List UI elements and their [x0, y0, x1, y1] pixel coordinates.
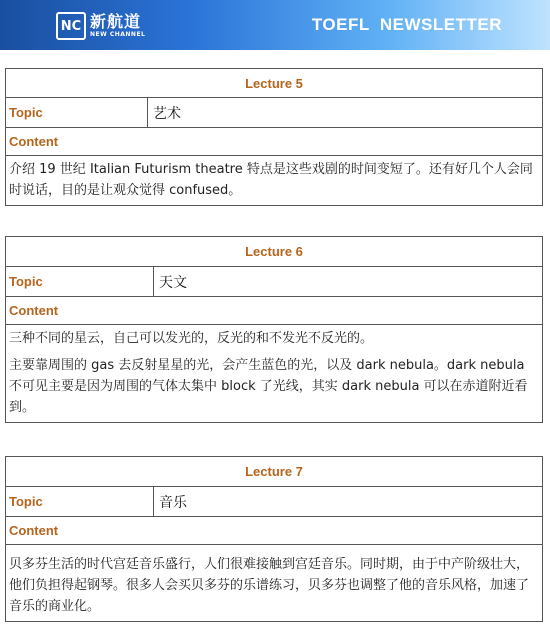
content-paragraph: 介绍 19 世纪 Italian Futurism theatre 特点是这些戏剧的时间变短了。还有好几个人会同时说话，目的是让观众觉得 confused。 — [9, 162, 533, 198]
content-label-row — [6, 516, 542, 544]
header-banner — [0, 0, 550, 50]
logo-mark-icon: NC — [56, 12, 86, 40]
lecture-title: Lecture 6 — [245, 244, 303, 259]
lecture-title-row — [6, 457, 542, 486]
lecture-title-row — [6, 237, 542, 266]
lecture-5-table — [5, 68, 543, 206]
content-label: Content — [9, 523, 59, 538]
content-paragraph: 主要靠周围的 gas 去反射星星的光，会产生蓝色的光，以及 dark nebula。dark nebula 不可见主要是因为周围的气体太集中 block 了光线，其实 dark nebula 可以在赤道附近看到。 — [9, 358, 528, 415]
content-row — [6, 544, 542, 621]
logo-chinese-name: 新航道 — [90, 12, 142, 31]
topic-label: Topic — [6, 267, 154, 296]
logo-english-name: NEW CHANNEL — [90, 31, 146, 38]
content-label-row — [6, 296, 542, 324]
topic-value: 艺术 — [153, 105, 181, 122]
lecture-title: Lecture 7 — [245, 464, 303, 479]
lecture-title: Lecture 5 — [245, 75, 303, 91]
lecture-6-table — [5, 236, 543, 423]
topic-label: Topic — [6, 487, 154, 516]
content-text — [6, 156, 542, 205]
content-paragraph: 三种不同的星云，自己可以发光的，反光的和不发光不反光的。 — [9, 331, 374, 346]
content-paragraph: 贝多芬生活的时代宫廷音乐盛行，人们很难接触到宫廷音乐。同时期，由于中产阶级壮大，他们负担得起钢琴。很多人会买贝多芬的乐谱练习，贝多芬也调整了他的音乐风格，加速了音乐的商业化。 — [9, 557, 530, 614]
content-row — [6, 324, 542, 422]
content-label-row — [6, 127, 542, 155]
lecture-7-table — [5, 456, 543, 622]
lecture-title-row — [6, 69, 542, 97]
topic-value: 天文 — [159, 274, 187, 291]
logo-text — [90, 14, 145, 38]
content-text — [6, 545, 542, 621]
content-row — [6, 155, 542, 205]
content-label: Content — [9, 134, 59, 149]
topic-row — [6, 97, 542, 127]
logo — [56, 10, 145, 42]
topic-row — [6, 486, 542, 516]
topic-row — [6, 266, 542, 296]
newsletter-title: TOEFL NEWSLETTER — [311, 15, 502, 34]
topic-value: 音乐 — [159, 494, 187, 511]
topic-label: Topic — [6, 98, 148, 127]
content-label: Content — [9, 303, 59, 318]
content-text — [6, 325, 542, 422]
